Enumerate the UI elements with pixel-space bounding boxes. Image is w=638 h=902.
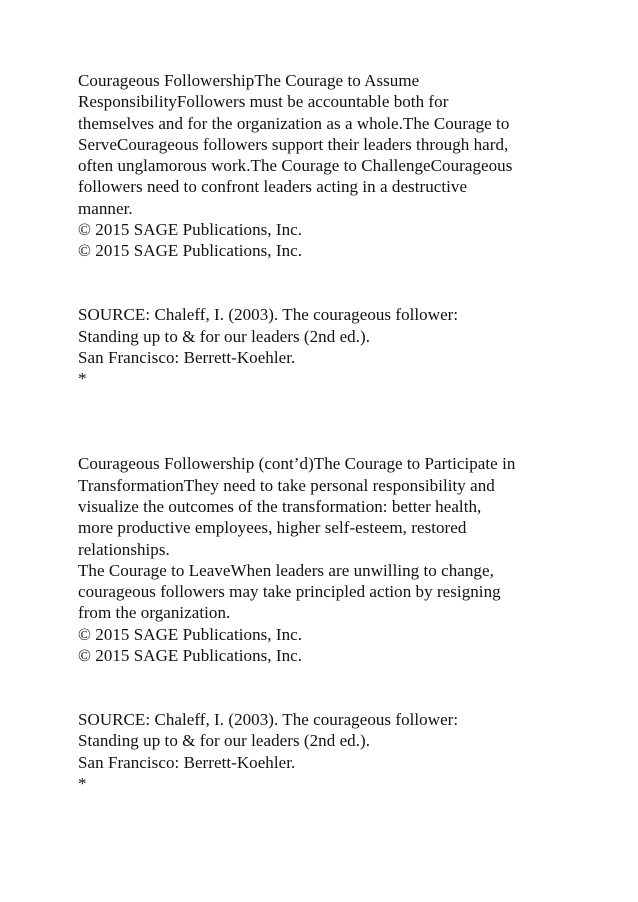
text-line: TransformationThey need to take personal responsibility and bbox=[78, 475, 495, 495]
text-line: courageous followers may take principled action by resigning bbox=[78, 582, 501, 602]
source-line: SOURCE: Chaleff, I. (2003). The courageous follower: bbox=[78, 305, 459, 325]
text-line: from the organization. bbox=[78, 603, 231, 623]
asterisk-marker: * bbox=[78, 369, 87, 389]
copyright-line: © 2015 SAGE Publications, Inc. bbox=[78, 624, 303, 644]
copyright-line: © 2015 SAGE Publications, Inc. bbox=[78, 220, 303, 240]
text-line: themselves and for the organization as a whole.The Courage to bbox=[78, 113, 510, 133]
text-line: ResponsibilityFollowers must be accountable both for bbox=[78, 92, 449, 112]
source-line: San Francisco: Berrett-Koehler. bbox=[78, 347, 296, 367]
text-line: ServeCourageous followers support their leaders through hard, bbox=[78, 134, 509, 154]
text-line: manner. bbox=[78, 198, 133, 218]
asterisk-marker: * bbox=[78, 773, 87, 793]
source-line: SOURCE: Chaleff, I. (2003). The courageous follower: bbox=[78, 709, 459, 729]
source-line: Standing up to & for our leaders (2nd ed.). bbox=[78, 731, 371, 751]
source-line: Standing up to & for our leaders (2nd ed.). bbox=[78, 326, 371, 346]
section-courageous-followership-contd bbox=[78, 453, 623, 794]
copyright-line: © 2015 SAGE Publications, Inc. bbox=[78, 646, 303, 666]
blank-line bbox=[78, 262, 623, 283]
blank-line bbox=[78, 432, 623, 453]
section-courageous-followership bbox=[78, 70, 623, 389]
blank-line bbox=[78, 411, 623, 432]
text-line: followers need to confront leaders acting in a destructive bbox=[78, 177, 468, 197]
text-line: Courageous Followership (cont’d)The Courage to Participate in bbox=[78, 454, 516, 474]
text-line: visualize the outcomes of the transformation: better health, bbox=[78, 496, 482, 516]
blank-line bbox=[78, 283, 623, 304]
text-line: more productive employees, higher self-esteem, restored bbox=[78, 518, 467, 538]
text-line: The Courage to LeaveWhen leaders are unwilling to change, bbox=[78, 560, 494, 580]
text-line: relationships. bbox=[78, 539, 170, 559]
source-line: San Francisco: Berrett-Koehler. bbox=[78, 752, 296, 772]
blank-line bbox=[78, 688, 623, 709]
copyright-line: © 2015 SAGE Publications, Inc. bbox=[78, 241, 303, 261]
text-line: often unglamorous work.The Courage to ChallengeCourageous bbox=[78, 156, 513, 176]
text-line: Courageous FollowershipThe Courage to Assume bbox=[78, 71, 420, 90]
blank-line bbox=[78, 666, 623, 687]
blank-line bbox=[78, 389, 623, 410]
document-page bbox=[78, 70, 623, 794]
